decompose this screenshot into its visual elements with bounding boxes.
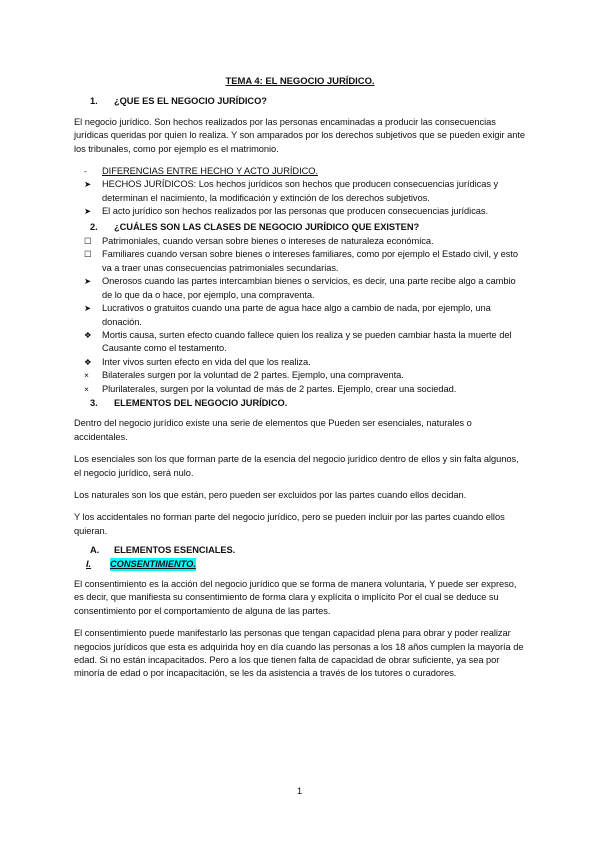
section-3-number: 3. [90, 397, 98, 408]
cross-bullet-icon: × [84, 383, 89, 394]
paragraph-4: Los naturales son los que están, pero pueden ser excluidos por las partes cuando ellos decidan. [74, 489, 467, 500]
paragraph-2: Dentro del negocio jurídico existe una serie de elementos que Pueden ser esenciales, naturales o accidentales. [74, 418, 472, 442]
arrow-bullet-icon: ➤ [84, 303, 92, 314]
subsection-a-number: A. [90, 545, 100, 556]
differences-list [74, 165, 526, 219]
list-item [74, 369, 526, 382]
section-1-number: 1. [90, 96, 98, 107]
subsection-i-number: I. [86, 558, 92, 569]
paragraph-6: El consentimiento es la acción del negocio jurídico que se forma de manera voluntaria, Y puede ser expreso, es decir, que manifiesta su consentimiento de forma clara y explícita o implícito Por el cual se deduce su consentimiento por el comportamiento de alguna de las partes. [74, 579, 517, 616]
arrow-bullet-icon: ➤ [84, 179, 92, 190]
list-item-text: Inter vivos surten efecto en vida del que los realiza. [102, 356, 311, 367]
list-item-text: DIFERENCIAS ENTRE HECHO Y ACTO JURÍDICO. [102, 166, 318, 177]
list-item-text: Patrimoniales, cuando versan sobre bienes o intereses de naturaleza económica. [102, 236, 434, 247]
paragraph-1: El negocio jurídico. Son hechos realizados por las personas encaminadas a producir las consecuencias jurídicas queridas por quien lo realiza. Y son amparados por los derechos subjetivos que se pueden exigir ante los tribunales, como por ejemplo es el matrimonio. [74, 116, 526, 154]
arrow-bullet-icon: ➤ [84, 206, 92, 217]
list-item-text: Lucrativos o gratuitos cuando una parte de agua hace algo a cambio de nada, por ejemplo, una donación. [102, 303, 491, 327]
document-body [74, 75, 526, 690]
subsection-i-heading [74, 558, 526, 571]
dash-marker: - [84, 166, 87, 177]
paragraph-3: Los esenciales son los que forman parte de la esencia del negocio jurídico dentro de ellos y sin falta algunos, el negocio jurídico, será nulo. [74, 454, 519, 478]
paragraph-7: El consentimiento puede manifestarlo las personas que tengan capacidad plena para obrar y poder realizar negocios jurídicos que esta es adquirida hoy en día cuando las personas a los 18 años cumplen la mayoría de edad. Si no están incapacitados. Pero a los que tienen falta de capacidad de obrar suficiente, ya sea por minoría de edad o por incapacitación, se les da asistencia a través de los tutores o curadores. [74, 628, 524, 679]
subsection-a-title: ELEMENTOS ESENCIALES. [114, 545, 236, 556]
diamond-bullet-icon: ❖ [84, 356, 92, 367]
list-item [74, 329, 526, 356]
list-item [74, 165, 526, 178]
list-item-text: El acto jurídico son hechos realizados por las personas que producen consecuencias jurídicas. [102, 206, 489, 217]
section-2-title: ¿CUÁLES SON LAS CLASES DE NEGOCIO JURÍDICO QUE EXISTEN? [114, 221, 420, 232]
section-3-title: ELEMENTOS DEL NEGOCIO JURÍDICO. [114, 397, 288, 408]
arrow-bullet-icon: ➤ [84, 276, 92, 287]
list-item [74, 248, 526, 275]
diamond-bullet-icon: ❖ [84, 329, 92, 340]
list-item [74, 178, 526, 205]
page-number: 1 [296, 786, 303, 797]
section-1-title: ¿QUE ES EL NEGOCIO JURÍDICO? [114, 96, 267, 107]
list-item-text: Plurilaterales, surgen por la voluntad de más de 2 partes. Ejemplo, crear una sociedad. [102, 383, 457, 394]
section-3-heading [74, 397, 526, 410]
list-item [74, 383, 526, 396]
list-item-text: Onerosos cuando las partes intercambian bienes o servicios, es decir, una parte recibe algo a cambio de lo que da o hace, por ejemplo, una compraventa. [102, 276, 516, 300]
list-item [74, 356, 526, 369]
list-item-text: Bilaterales surgen por la voluntad de 2 partes. Ejemplo, una compraventa. [102, 370, 404, 381]
list-item-text: Mortis causa, surten efecto cuando fallece quien los realiza y se pueden cambiar hasta la muerte del Causante como el testamento. [102, 329, 512, 354]
section-2-number: 2. [90, 221, 98, 232]
paragraph-5: Y los accidentales no forman parte del negocio jurídico, pero se pueden incluir por las partes cuando ellos quieran. [74, 512, 505, 536]
list-item-text: HECHOS JURÍDICOS: Los hechos jurídicos son hechos que producen consecuencias jurídicas y determinan el nacimiento, la modificación y extinción de los derechos subjetivos. [102, 179, 499, 203]
section-1-heading [74, 95, 526, 108]
subsection-i-title: CONSENTIMIENTO. [110, 558, 196, 571]
cross-bullet-icon: × [84, 370, 89, 381]
list-item [74, 205, 526, 218]
checkbox-bullet-icon: ☐ [84, 236, 92, 247]
subsection-a-heading [74, 544, 526, 557]
list-item-text: Familiares cuando versan sobre bienes o intereses familiares, como por ejemplo el Estado civil, y esto va a traer unas consecuencias patrimoniales secundarias. [102, 249, 519, 273]
list-item [74, 302, 526, 329]
list-item [74, 275, 526, 302]
list-item [74, 235, 526, 248]
section-2-heading [74, 221, 526, 234]
classes-list [74, 235, 526, 396]
checkbox-bullet-icon: ☐ [84, 249, 92, 260]
page-title: TEMA 4: EL NEGOCIO JURÍDICO. [225, 76, 375, 87]
